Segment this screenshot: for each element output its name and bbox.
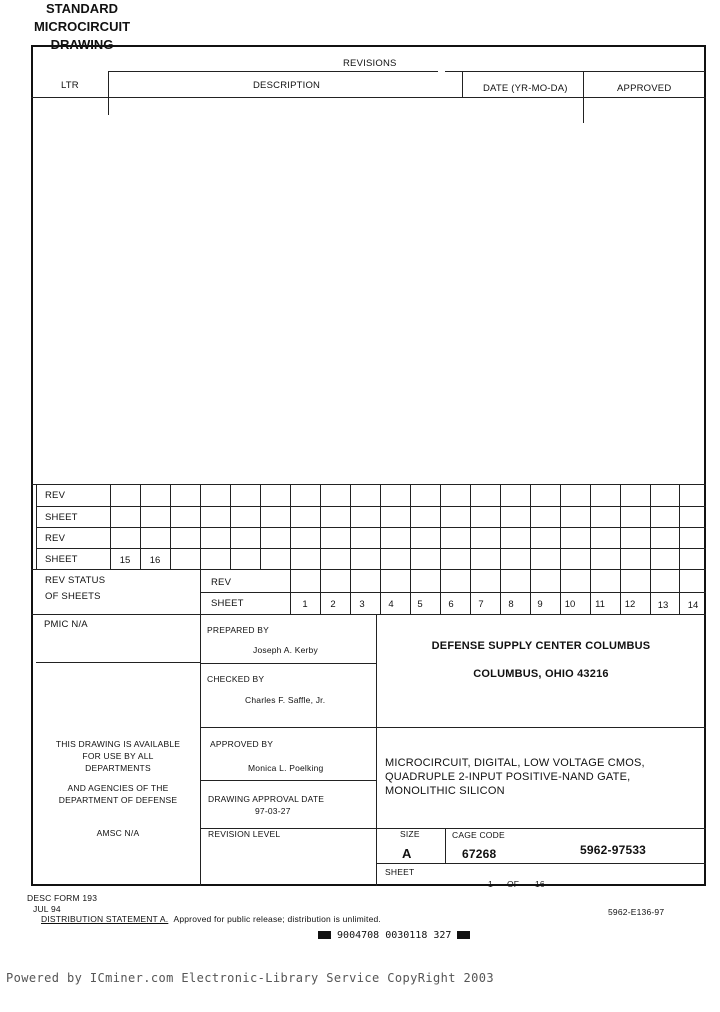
barcode-block bbox=[457, 931, 470, 939]
divider bbox=[445, 71, 705, 72]
rev-status-label: REV STATUS bbox=[45, 575, 106, 586]
pmic-label: PMIC N/A bbox=[44, 619, 88, 630]
title-microcircuit: MICROCIRCUIT bbox=[33, 19, 131, 34]
sheet-number: 1 bbox=[302, 599, 308, 610]
availability-text: FOR USE BY ALL bbox=[82, 751, 154, 761]
divider bbox=[36, 484, 37, 569]
divider bbox=[500, 484, 501, 569]
sheet-number: 16 bbox=[149, 555, 161, 566]
sheet-number: 1 bbox=[488, 879, 493, 889]
divider bbox=[31, 484, 706, 485]
divider bbox=[31, 614, 706, 615]
divider bbox=[31, 97, 706, 98]
divider bbox=[260, 484, 261, 569]
sheet-number: 2 bbox=[330, 599, 336, 610]
size-value: A bbox=[402, 846, 412, 861]
sheet-number: 8 bbox=[508, 599, 514, 610]
sheet-label: SHEET bbox=[45, 512, 78, 523]
sheet-number: 3 bbox=[359, 599, 365, 610]
col-ltr: LTR bbox=[61, 80, 79, 91]
form-date: JUL 94 bbox=[33, 904, 61, 914]
divider bbox=[320, 484, 321, 569]
divider bbox=[31, 569, 706, 570]
sheet-number: 11 bbox=[595, 599, 605, 610]
checked-by-name: Charles F. Saffle, Jr. bbox=[245, 695, 326, 705]
distribution-text: Approved for public release; distribution is unlimited. bbox=[173, 914, 381, 924]
col-approved: APPROVED bbox=[617, 83, 672, 94]
divider bbox=[170, 484, 171, 569]
divider bbox=[376, 614, 377, 886]
divider bbox=[200, 484, 201, 569]
barcode-block bbox=[318, 931, 331, 939]
availability-text: THIS DRAWING IS AVAILABLE bbox=[55, 739, 181, 749]
divider bbox=[200, 780, 376, 781]
sheet-total: 16 bbox=[535, 879, 545, 889]
divider bbox=[440, 484, 441, 569]
divider bbox=[200, 663, 376, 664]
approved-by-name: Monica L. Poelking bbox=[248, 763, 324, 773]
divider bbox=[376, 863, 706, 864]
sheet-number: 14 bbox=[687, 600, 699, 611]
divider bbox=[36, 662, 200, 663]
approval-date-label: DRAWING APPROVAL DATE bbox=[208, 794, 325, 804]
cage-code-label: CAGE CODE bbox=[452, 830, 505, 840]
divider bbox=[108, 71, 109, 115]
sheet-number: 12 bbox=[624, 599, 636, 610]
divider bbox=[583, 71, 584, 123]
distribution-statement bbox=[41, 914, 381, 924]
availability-text: AND AGENCIES OF THE bbox=[67, 783, 169, 793]
col-description: DESCRIPTION bbox=[253, 80, 321, 91]
col-date: DATE (YR-MO-DA) bbox=[483, 83, 568, 94]
revisions-title: REVISIONS bbox=[343, 58, 397, 69]
drawing-number: 5962-97533 bbox=[580, 843, 647, 857]
sheet-label: SHEET bbox=[45, 554, 78, 565]
divider bbox=[230, 484, 231, 569]
divider bbox=[590, 484, 591, 569]
availability-text: DEPARTMENTS bbox=[85, 763, 151, 773]
divider bbox=[200, 592, 706, 593]
status-sheet-label: SHEET bbox=[211, 598, 244, 609]
sheet-number: 7 bbox=[478, 599, 484, 610]
divider bbox=[679, 484, 680, 569]
divider bbox=[650, 484, 651, 569]
size-label: SIZE bbox=[400, 829, 420, 839]
divider bbox=[530, 484, 531, 569]
checked-by-label: CHECKED BY bbox=[207, 674, 265, 684]
rev-label: REV bbox=[45, 533, 66, 544]
divider bbox=[380, 484, 381, 569]
divider bbox=[108, 71, 438, 72]
approval-date: 97-03-27 bbox=[255, 806, 291, 816]
distribution-label: DISTRIBUTION STATEMENT A. bbox=[41, 914, 169, 924]
agency-name: DEFENSE SUPPLY CENTER COLUMBUS bbox=[431, 640, 651, 652]
form-number: DESC FORM 193 bbox=[27, 893, 98, 903]
barcode bbox=[318, 930, 470, 941]
divider bbox=[200, 727, 706, 728]
sheet-number: 13 bbox=[657, 600, 669, 611]
revision-level-label: REVISION LEVEL bbox=[208, 829, 281, 839]
sheet-number: 5 bbox=[417, 599, 423, 610]
amsc-label: AMSC N/A bbox=[96, 828, 140, 838]
divider bbox=[290, 484, 291, 569]
divider bbox=[445, 828, 446, 863]
divider bbox=[620, 484, 621, 569]
sheet-label: SHEET bbox=[385, 867, 415, 877]
divider bbox=[470, 484, 471, 569]
rev-status-label: OF SHEETS bbox=[45, 591, 101, 602]
sheet-number: 4 bbox=[388, 599, 394, 610]
divider bbox=[560, 484, 561, 569]
sheet-number: 9 bbox=[537, 599, 543, 610]
prepared-by-name: Joseph A. Kerby bbox=[253, 645, 318, 655]
sheet-number: 15 bbox=[119, 555, 131, 566]
drawing-description: MICROCIRCUIT, DIGITAL, LOW VOLTAGE CMOS, bbox=[385, 757, 645, 769]
of-label: OF bbox=[507, 879, 520, 889]
divider bbox=[462, 71, 463, 97]
divider bbox=[36, 527, 706, 528]
title-standard: STANDARD bbox=[46, 1, 118, 16]
barcode-text: 9004708 0030118 327 bbox=[337, 930, 452, 941]
divider bbox=[410, 484, 411, 569]
availability-text: DEPARTMENT OF DEFENSE bbox=[58, 795, 178, 805]
title-drawing: DRAWING bbox=[50, 37, 114, 52]
drawing-description: MONOLITHIC SILICON bbox=[385, 785, 505, 797]
rev-label: REV bbox=[45, 490, 66, 501]
status-rev-label: REV bbox=[211, 577, 232, 588]
divider bbox=[36, 548, 706, 549]
approved-by-label: APPROVED BY bbox=[210, 739, 274, 749]
sheet-number: 6 bbox=[448, 599, 454, 610]
divider bbox=[36, 506, 706, 507]
cage-code: 67268 bbox=[462, 847, 497, 861]
sheet-number: 10 bbox=[564, 599, 576, 610]
agency-city: COLUMBUS, OHIO 43216 bbox=[473, 668, 609, 680]
drawing-description: QUADRUPLE 2-INPUT POSITIVE-NAND GATE, bbox=[385, 771, 631, 783]
divider bbox=[350, 484, 351, 569]
document-reference: 5962-E136-97 bbox=[608, 907, 665, 917]
footer-copyright: Powered by ICminer.com Electronic-Library Service CopyRight 2003 bbox=[6, 971, 494, 985]
prepared-by-label: PREPARED BY bbox=[207, 625, 270, 635]
